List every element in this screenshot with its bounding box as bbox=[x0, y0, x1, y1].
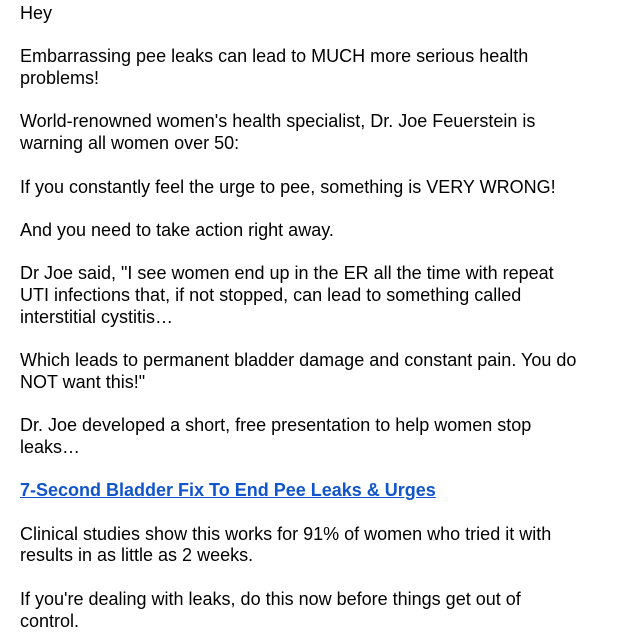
text-line: Hey bbox=[20, 3, 53, 23]
text-line: And you need to take action right away. bbox=[20, 219, 334, 240]
specialist-warning-paragraph bbox=[20, 111, 616, 154]
text-line: results in as little as 2 weeks. bbox=[20, 545, 254, 566]
take-action-paragraph bbox=[20, 220, 616, 242]
text-line: interstitial cystitis… bbox=[20, 306, 174, 327]
text-line: Dr Joe said, "I see women end up in the ER all the time with repeat bbox=[20, 263, 554, 284]
text-line: Embarrassing pee leaks can lead to MUCH more serious health bbox=[20, 46, 529, 67]
text-line: UTI infections that, if not stopped, can lead to something called bbox=[20, 285, 522, 306]
text-line: If you constantly feel the urge to pee, something is VERY WRONG! bbox=[20, 176, 556, 197]
text-line: control. bbox=[20, 610, 80, 631]
greeting-paragraph bbox=[20, 3, 616, 25]
urge-warning-paragraph bbox=[20, 177, 616, 199]
text-line: World-renowned women's health specialist, Dr. Joe Feuerstein is bbox=[20, 111, 536, 132]
bladder-fix-link[interactable]: 7-Second Bladder Fix To End Pee Leaks & Urges bbox=[20, 480, 436, 501]
text-line: Dr. Joe developed a short, free presentation to help women stop bbox=[20, 415, 532, 436]
text-line: NOT want this!" bbox=[20, 371, 146, 392]
text-line: warning all women over 50: bbox=[20, 133, 240, 154]
text-line: Clinical studies show this works for 91% of women who tried it with bbox=[20, 523, 552, 544]
dr-joe-quote-paragraph bbox=[20, 263, 616, 328]
text-line: Which leads to permanent bladder damage and constant pain. You do bbox=[20, 350, 577, 371]
text-line: problems! bbox=[20, 68, 100, 89]
text-line: If you're dealing with leaks, do this now before things get out of bbox=[20, 588, 521, 609]
clinical-studies-paragraph bbox=[20, 524, 616, 567]
closing-urgency-paragraph bbox=[20, 589, 616, 632]
presentation-intro-paragraph bbox=[20, 415, 616, 458]
cta-link-paragraph bbox=[20, 480, 616, 502]
hook-paragraph bbox=[20, 46, 616, 89]
text-line: leaks… bbox=[20, 436, 81, 457]
bladder-damage-paragraph bbox=[20, 350, 616, 393]
